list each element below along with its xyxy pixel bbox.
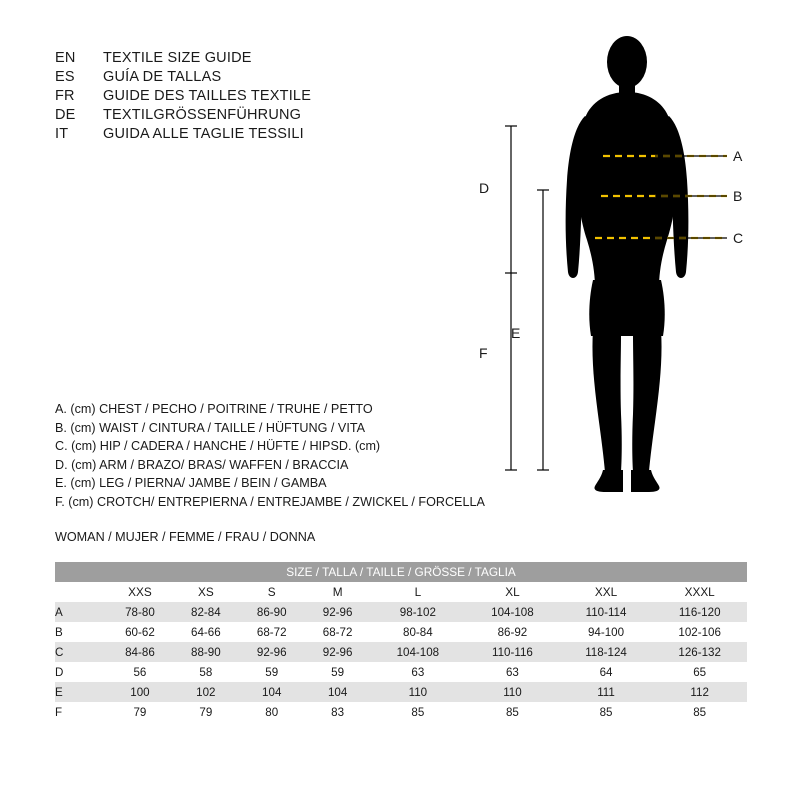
column-header-xxs: XXS: [107, 582, 173, 602]
table-row: [55, 602, 747, 622]
legend-line-b: B. (cm) WAIST / CINTURA / TAILLE / HÜFTUNG / VITA: [55, 420, 365, 435]
table-cell: 110: [371, 682, 466, 702]
label-a: A: [733, 148, 743, 164]
label-b: B: [733, 188, 743, 204]
title-text-es: GUÍA DE TALLAS: [103, 69, 222, 85]
table-cell: 102-106: [652, 622, 747, 642]
table-header-row: [55, 562, 747, 582]
table-cell: 92-96: [239, 642, 305, 662]
column-header-xxxl: XXXL: [652, 582, 747, 602]
table-cell: 88-90: [173, 642, 239, 662]
table-cell: 118-124: [560, 642, 653, 662]
table-cell: 94-100: [560, 622, 653, 642]
table-cell: 64: [560, 662, 653, 682]
table-cell: 116-120: [652, 602, 747, 622]
label-f: F: [479, 345, 488, 361]
table-cell: 59: [305, 662, 371, 682]
column-header-xl: XL: [465, 582, 560, 602]
legend-block: [55, 400, 575, 546]
table-cell: 92-96: [305, 642, 371, 662]
table-cell: 85: [371, 702, 466, 722]
table-cell: 65: [652, 662, 747, 682]
table-cell: 59: [239, 662, 305, 682]
table-cell: 63: [371, 662, 466, 682]
table-cell: 79: [173, 702, 239, 722]
table-row: [55, 682, 747, 702]
table-cell: 83: [305, 702, 371, 722]
table-cell: 86-92: [465, 622, 560, 642]
table-cell: 64-66: [173, 622, 239, 642]
table-cell: 85: [560, 702, 653, 722]
legend-line-e: E. (cm) LEG / PIERNA/ JAMBE / BEIN / GAMBA: [55, 476, 327, 491]
title-row: [55, 69, 475, 85]
legend-line-d: D. (cm) ARM / BRAZO/ BRAS/ WAFFEN / BRACCIA: [55, 457, 349, 472]
table-cell: 102: [173, 682, 239, 702]
bracket-d: [505, 126, 517, 273]
title-lang-de: DE: [55, 107, 76, 123]
table-cell: 110-114: [560, 602, 653, 622]
table-cell: 85: [465, 702, 560, 722]
title-lang-es: ES: [55, 69, 75, 85]
size-table-wrap: [55, 562, 747, 722]
title-row: [55, 50, 475, 66]
row-label: A: [55, 602, 107, 622]
table-row: [55, 642, 747, 662]
legend-line-a: A. (cm) CHEST / PECHO / POITRINE / TRUHE / PETTO: [55, 402, 373, 416]
title-lang-en: EN: [55, 50, 76, 66]
table-cell: 80: [239, 702, 305, 722]
table-cell: 82-84: [173, 602, 239, 622]
table-cell: 79: [107, 702, 173, 722]
table-cell: 58: [173, 662, 239, 682]
table-cell: 104: [305, 682, 371, 702]
title-block: [55, 50, 475, 145]
column-header-s: S: [239, 582, 305, 602]
row-label: C: [55, 642, 107, 662]
title-text-fr: GUIDE DES TAILLES TEXTILE: [103, 88, 312, 104]
row-label: D: [55, 662, 107, 682]
legend-line-c: C. (cm) HIP / CADERA / HANCHE / HÜFTE / HIPSD. (cm): [55, 439, 381, 454]
column-header-m: M: [305, 582, 371, 602]
table-cell: 63: [465, 662, 560, 682]
table-cell: 111: [560, 682, 653, 702]
table-cell: 104: [239, 682, 305, 702]
label-c: C: [733, 230, 744, 246]
table-row: [55, 662, 747, 682]
column-header-xs: XS: [173, 582, 239, 602]
title-row: [55, 88, 475, 104]
legend-line-f: F. (cm) CROTCH/ ENTREPIERNA / ENTREJAMBE / ZWICKEL / FORCELLA: [55, 494, 485, 509]
label-d: D: [479, 180, 490, 196]
table-cell: 86-90: [239, 602, 305, 622]
table-cell: 56: [107, 662, 173, 682]
row-label: F: [55, 702, 107, 722]
table-row: [55, 622, 747, 642]
title-text-it: GUIDA ALLE TAGLIE TESSILI: [103, 126, 304, 142]
title-row: [55, 107, 475, 123]
table-cell: 110-116: [465, 642, 560, 662]
table-column-row: [55, 582, 747, 602]
table-cell: 100: [107, 682, 173, 702]
label-e: E: [511, 325, 521, 341]
title-text-de: TEXTILGRÖSSENFÜHRUNG: [103, 107, 302, 123]
title-lang-it: IT: [55, 126, 69, 142]
size-table: [55, 562, 747, 722]
table-cell: 60-62: [107, 622, 173, 642]
title-text-en: TEXTILE SIZE GUIDE: [103, 50, 252, 66]
table-cell: 104-108: [465, 602, 560, 622]
table-cell: 84-86: [107, 642, 173, 662]
table-cell: 68-72: [239, 622, 305, 642]
table-cell: 112: [652, 682, 747, 702]
table-header-label: SIZE / TALLA / TAILLE / GRÖSSE / TAGLIA: [286, 565, 516, 579]
table-cell: 110: [465, 682, 560, 702]
row-label: E: [55, 682, 107, 702]
table-cell: 78-80: [107, 602, 173, 622]
table-cell: 80-84: [371, 622, 466, 642]
table-cell: 85: [652, 702, 747, 722]
title-lang-fr: FR: [55, 88, 75, 104]
gender-line: WOMAN / MUJER / FEMME / FRAU / DONNA: [55, 529, 316, 544]
column-header-xxl: XXL: [560, 582, 653, 602]
table-cell: 68-72: [305, 622, 371, 642]
table-cell: 92-96: [305, 602, 371, 622]
table-row: [55, 702, 747, 722]
title-row: [55, 126, 475, 142]
female-silhouette-icon: [566, 36, 689, 492]
table-cell: 126-132: [652, 642, 747, 662]
row-label: B: [55, 622, 107, 642]
table-cell: 98-102: [371, 602, 466, 622]
column-header-blank: [55, 582, 107, 602]
column-header-l: L: [371, 582, 466, 602]
table-cell: 104-108: [371, 642, 466, 662]
